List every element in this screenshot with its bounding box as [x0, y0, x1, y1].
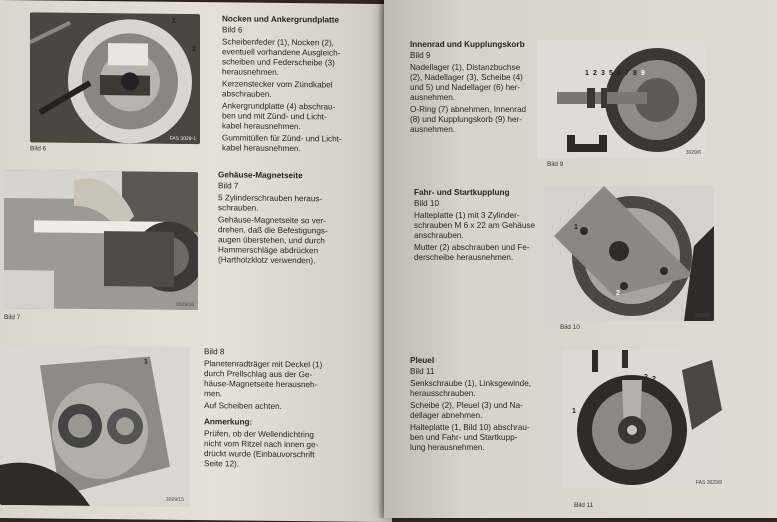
photo-caption-bild-10: Bild 10 — [560, 324, 580, 331]
callout-8: 8 — [633, 70, 637, 77]
instruction-text: Auf Scheiben achten. — [204, 401, 282, 411]
instruction-text: Scheibenfeder (1), Nocken (2), eventuell vorhandene Ausgleich- scheiben und Federscheibe (3) herausnehmen. — [222, 37, 341, 77]
figure-ref: Bild 6 — [222, 25, 243, 35]
photo-bild-8 — [0, 345, 190, 507]
instruction-text: Ankergrundplatte (4) abschrau- ben und mit Zünd- und Licht- kabel herausnehmen. — [222, 101, 336, 132]
connecting-rod-illustration — [562, 350, 726, 488]
section-bild-8 — [204, 347, 360, 471]
callout-9: 9 — [641, 70, 645, 77]
callout-2: 2 — [616, 290, 620, 297]
photo-code: FAS 3029-1 — [169, 135, 196, 143]
photo-code: 3029/5 — [694, 313, 710, 319]
section-heading: Gehäuse-Magnetseite — [218, 170, 303, 181]
photo-caption-bild-11: Bild 11 — [574, 502, 594, 509]
ignition-assembly-illustration — [30, 12, 200, 144]
planet-carrier-illustration — [0, 345, 190, 507]
figure-ref: Bild 7 — [218, 181, 239, 191]
section-fahr-kupplung — [414, 188, 564, 263]
instruction-text: Kerzenstecker vom Zündkabel abschrauben. — [222, 79, 333, 99]
instruction-text: Mutter (2) abschrauben und Fe- derscheibe herausnehmen. — [414, 243, 530, 262]
clutch-basket-illustration — [537, 40, 705, 158]
instruction-text: Gehäuse-Magnetseite so ver- drehen, daß die Befestigungs- augen überstehen, und durch Hammerschläge abdrücken (Hartholzklotz verwenden). — [218, 215, 328, 266]
figure-ref: Bild 11 — [410, 367, 435, 376]
photo-code: FAS 3029/8 — [695, 480, 722, 486]
section-heading: Pleuel — [410, 356, 435, 365]
photo-bild-9 — [537, 40, 705, 158]
instruction-text: Halteplatte (1) mit 3 Zylinder- schrauben M 6 x 22 am Gehäuse anschrauben. — [414, 211, 536, 240]
callout-1: 1 — [144, 358, 148, 366]
instruction-text: 5 Zylinderschrauben heraus- schrauben. — [218, 193, 323, 213]
instruction-text: Nadellager (1), Distanzbuchse (2), Nadellager (3), Scheibe (4) und 5) und Nadellager (6) her- ausnehmen. — [410, 63, 523, 102]
photo-code: 3029/16 — [175, 301, 194, 309]
callout-1: 1 — [572, 408, 576, 415]
callout-1: 1 — [585, 70, 589, 77]
callout-7: 7 — [625, 70, 629, 77]
section-gehaeuse — [218, 170, 368, 267]
figure-ref: Bild 10 — [414, 199, 440, 208]
section-heading: Nocken und Ankergrundplatte — [222, 14, 340, 25]
callout-2: 2 — [652, 376, 656, 383]
figure-ref: Bild 8 — [204, 347, 225, 357]
clutch-plate-illustration — [544, 186, 714, 321]
photo-bild-10 — [544, 186, 714, 321]
note-heading: Anmerkung: — [204, 417, 253, 427]
right-page — [384, 0, 777, 518]
callout-1: 1 — [574, 224, 578, 231]
callout-5: 5 — [609, 70, 613, 77]
instruction-text: Scheibe (2), Pleuel (3) und Na- dellager abnehmen. — [410, 401, 523, 420]
housing-removal-illustration — [4, 170, 198, 310]
instruction-text: Halteplatte (1, Bild 10) abschrau- ben und Fahr- und Startkupp- lung herausnehmen. — [410, 423, 530, 452]
photo-bild-11 — [562, 350, 726, 488]
photo-caption-bild-7: Bild 7 — [4, 314, 21, 322]
photo-code: 3029/6 — [685, 150, 701, 156]
figure-ref: Bild 9 — [410, 51, 431, 60]
instruction-text: Planetenradträger mit Deckel (1) durch Prellschlag aus der Ge- häuse-Magnetseite herausneh- men. — [204, 359, 323, 399]
instruction-text: Gummitüllen für Zünd- und Licht- kabel herausnehmen. — [222, 133, 342, 154]
callout-1: 1 — [172, 17, 176, 25]
section-heading: Fahr- und Startkupplung — [414, 188, 510, 197]
photo-bild-7 — [4, 170, 198, 310]
callout-2: 2 — [192, 46, 196, 54]
photo-code: 3029/15 — [165, 496, 184, 503]
section-pleuel — [410, 356, 560, 453]
callout-3: 3 — [601, 70, 605, 77]
callout-3: 3 — [644, 374, 648, 381]
section-heading: Innenrad und Kupplungskorb — [410, 40, 525, 49]
photo-caption-bild-6: Bild 6 — [30, 145, 47, 153]
photo-bild-6 — [30, 12, 200, 144]
instruction-text: O-Ring (7) abnehmen, Innenrad (8) und Kupplungskorb (9) her- ausnehmen. — [410, 105, 527, 134]
section-nocken — [222, 14, 372, 155]
callout-6: 6 — [617, 70, 621, 77]
note-text: Prüfen, ob der Wellendichtring nicht vom Ritzel nach innen ge- drückt wurde (Einbauvorschrift Seite 12). — [204, 429, 319, 469]
photo-caption-bild-9: Bild 9 — [547, 161, 564, 168]
callout-2: 2 — [593, 70, 597, 77]
instruction-text: Senkschraube (1), Linksgewinde, herausschrauben. — [410, 379, 532, 398]
